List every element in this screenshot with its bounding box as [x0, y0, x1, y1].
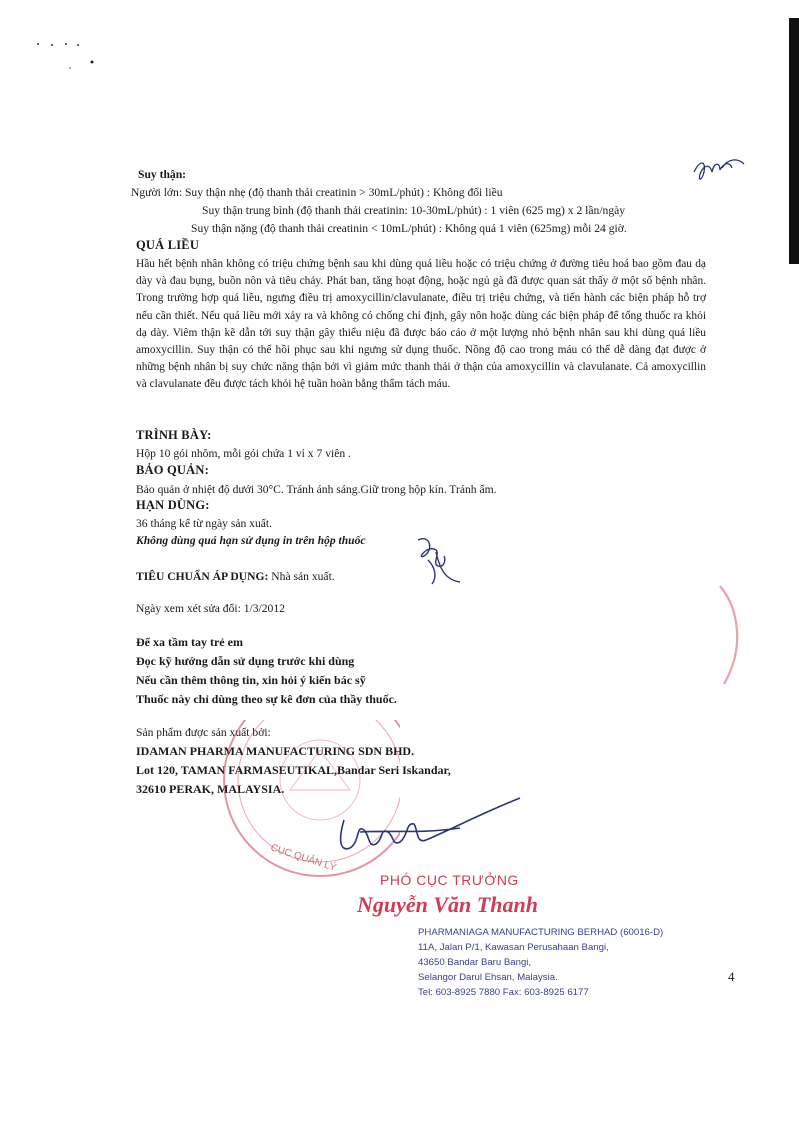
- corporate-stamp-line-3: 43650 Bandar Baru Bangi,: [418, 957, 532, 968]
- initials-signature: [690, 150, 750, 186]
- revision-date: Ngày xem xét sửa đổi: 1/3/2012: [136, 602, 285, 615]
- standard-value: Nhà sản xuất.: [268, 570, 335, 583]
- renal-heading: Suy thận:: [138, 168, 187, 181]
- expiry-heading: HẠN DÙNG:: [136, 498, 210, 512]
- overdose-heading: QUÁ LIỀU: [136, 238, 200, 252]
- corporate-stamp-line-4: Selangor Darul Ehsan, Malaysia.: [418, 972, 558, 983]
- warning-keep-away: Để xa tầm tay trẻ em: [136, 635, 243, 649]
- standard-line: [136, 568, 335, 585]
- manufacturer-address-1: Lot 120, TAMAN FARMASEUTIKAL,Bandar Seri Iskandar,: [136, 763, 451, 777]
- stamp-signer-name: Nguyễn Văn Thanh: [357, 892, 538, 917]
- manufacturer-address-2: 32610 PERAK, MALAYSIA.: [136, 782, 285, 796]
- scan-edge-bar: [789, 18, 799, 264]
- standard-label: TIÊU CHUẨN ÁP DỤNG:: [136, 570, 269, 583]
- corporate-stamp-line-5: Tel: 603-8925 7880 Fax: 603-8925 6177: [418, 987, 589, 998]
- presentation-heading: TRÌNH BÀY:: [136, 428, 212, 442]
- warning-prescription: Thuốc này chỉ dùng theo sự kê đơn của thầy thuốc.: [136, 692, 397, 706]
- corporate-stamp-line-2: 11A, Jalan P/1, Kawasan Perusahaan Bangi,: [418, 942, 609, 953]
- warning-read-instructions: Đọc kỹ hướng dẫn sử dụng trước khi dùng: [136, 654, 355, 668]
- scan-specks: [30, 40, 110, 80]
- warning-ask-doctor: Nếu cần thêm thông tin, xin hỏi ý kiến bác sỹ: [136, 673, 366, 687]
- expiry-text: 36 tháng kể từ ngày sản xuất.: [136, 517, 273, 530]
- corporate-stamp-line-1: PHARMANIAGA MANUFACTURING BERHAD (60016-D): [418, 927, 664, 938]
- presentation-text: Hộp 10 gói nhôm, mỗi gói chứa 1 vỉ x 7 viên .: [136, 447, 351, 460]
- stamp-arc-fragment: [700, 580, 750, 690]
- storage-heading: BẢO QUẢN:: [136, 463, 209, 477]
- storage-text: Bảo quản ở nhiệt độ dưới 30°C. Tránh ánh sáng.Giữ trong hộp kín. Tránh ẩm.: [136, 483, 497, 496]
- stamp-title: PHÓ CỤC TRƯỞNG: [380, 872, 519, 888]
- renal-severe: Suy thận nặng (độ thanh thải creatinin < 10mL/phút) : Không quá 1 viên (625mg) mỗi 24 giờ.: [191, 222, 627, 235]
- renal-adult-mild: Người lớn: Suy thận nhẹ (độ thanh thải creatinin > 30mL/phút) : Không đổi liều: [131, 186, 503, 199]
- director-signature: [330, 790, 530, 870]
- manufacturer-name: IDAMAN PHARMA MANUFACTURING SDN BHD.: [136, 744, 415, 758]
- overdose-text: Hầu hết bệnh nhân không có triệu chứng bệnh sau khi dùng quá liều hoặc có triệu chứng ở đường tiêu hoá bao gồm đau dạ dày và đau bụng, buồn nôn và tiêu chảy. Phát ban, tăng hoạt động, hoặc ngủ gà đã được quan sát thấy ở một số bệnh nhân. Trong trường hợp quá liều, ngưng điều trị amoxycillin/clavulanate, điều trị triệu chứng, và tiến hành các biện pháp hỗ trợ nếu cần thiết. Nếu quá liều mới xảy ra và không có chống chỉ định, gây nôn hoặc dùng các biện pháp để tống thuốc ra khỏi dạ dày. Viêm thận kẽ dẫn tới suy thận gây thiểu niệu đã được báo cáo ở một lượng nhỏ bệnh nhân sau khi dùng quá liều amoxycillin. Suy thận có thể hồi phục sau khi ngưng sử dụng thuốc. Nồng độ cao trong máu có thể dễ dàng đạt được ở những bệnh nhân bị suy chức năng thận bởi vì giảm mức thanh thải ở thận của amoxycillin và clavulanate. Cả amoxycillin và clavulanate đều được tách khỏi hệ tuần hoàn bằng thẩm tách máu.: [136, 258, 706, 391]
- signature-mark: [410, 530, 466, 588]
- manufacturer-intro: Sản phẩm được sản xuất bởi:: [136, 726, 271, 739]
- expiry-warning: Không dùng quá hạn sử dụng in trên hộp thuốc: [136, 534, 366, 547]
- renal-moderate: Suy thận trung bình (độ thanh thải creatinin: 10-30mL/phút) : 1 viên (625 mg) x 2 lần/ngày: [202, 204, 626, 217]
- page-number: 4: [728, 969, 735, 984]
- seal-ring-text: CỤC QUẢN LÝ: [269, 842, 338, 874]
